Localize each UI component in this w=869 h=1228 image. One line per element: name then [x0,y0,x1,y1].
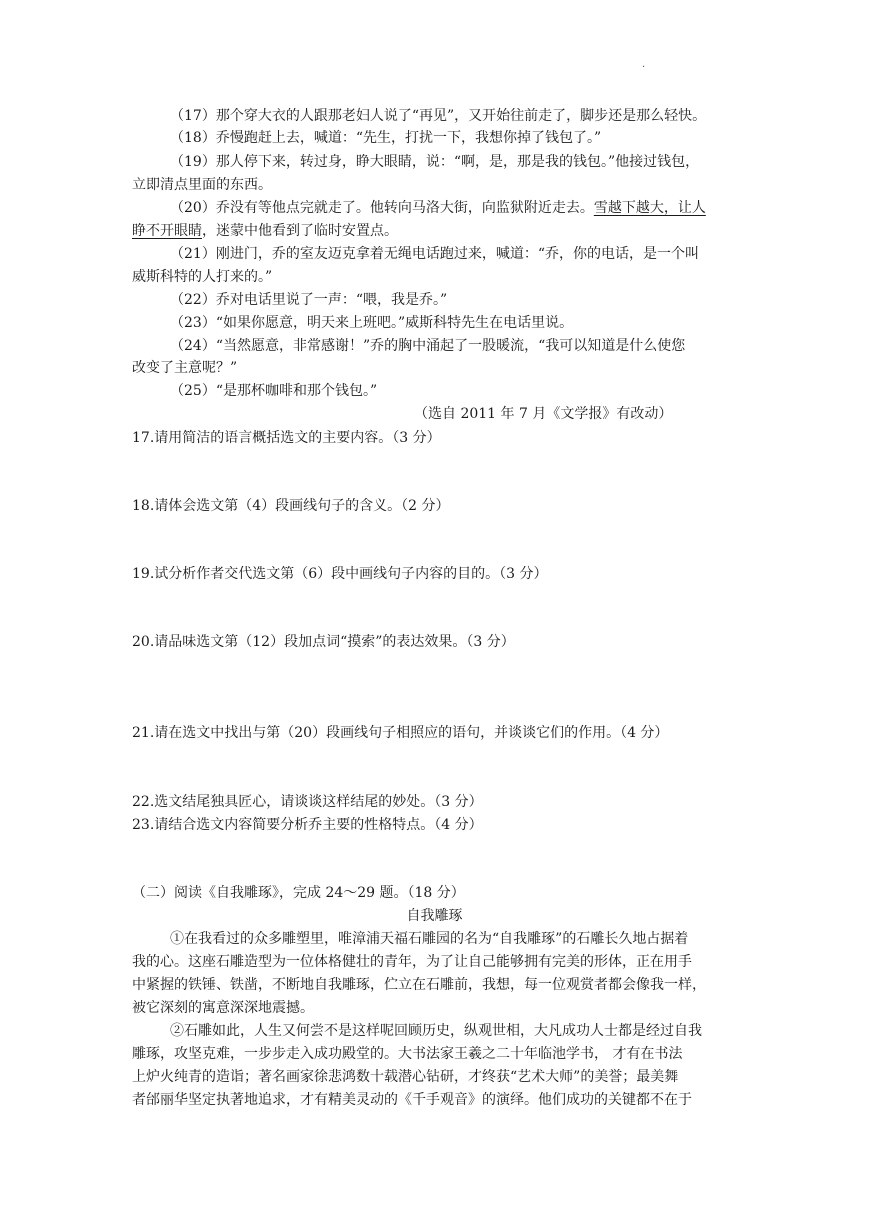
story-paragraph-19-cont: 立即清点里面的东西。 [132,177,272,193]
essay-paragraph-2: ②石雕如此，人生又何尝不是这样呢回顾历史，纵观世相，大凡成功人士都是经过自我 [170,1023,702,1039]
essay-paragraph-1-line4: 被它深刻的寓意深深地震撼。 [132,1000,314,1016]
question-22: 22.选文结尾独具匠心，请谈谈这样结尾的妙处。（3 分） [132,794,483,810]
paragraph-20-text: （20）乔没有等他点完就走了。他转向马洛大街，向监狱附近走去。 [170,200,594,216]
underlined-sentence-cont: 睁不开眼睛 [132,223,202,239]
story-paragraph-24: （24）“当然愿意，非常感谢！”乔的胸中涌起了一股暖流，“我可以知道是什么使您 [170,338,686,354]
story-paragraph-22: （22）乔对电话里说了一声：“喂，我是乔。” [170,292,448,308]
essay-paragraph-2-line2: 雕琢，攻坚克难，一步步走入成功殿堂的。大书法家王羲之二十年临池学书， 才有在书法 [132,1046,683,1062]
story-paragraph-23: （23）“如果你愿意，明天来上班吧。”威斯科特先生在电话里说。 [170,315,574,331]
essay-paragraph-2-line3: 上炉火纯青的造诣；著名画家徐悲鸿数十载潜心钻研，才终获“艺术大师”的美誉；最美舞 [132,1069,679,1085]
question-18: 18.请体会选文第（4）段画线句子的含义。（2 分） [132,498,450,514]
story-paragraph-19: （19）那人停下来，转过身，睁大眼睛，说：“啊，是，那是我的钱包。”他接过钱包， [170,154,700,170]
section-heading: （二）阅读《自我雕琢》，完成 24～29 题。（18 分） [132,885,465,901]
story-paragraph-21-cont: 威斯科特的人打来的。” [132,269,273,285]
underlined-sentence: 雪越下越大，让人 [593,200,706,216]
question-20: 20.请品味选文第（12）段加点词“摸索”的表达效果。（3 分） [132,634,515,650]
paragraph-20-text-cont: ，迷蒙中他看到了临时安置点。 [202,223,398,239]
page-dot: · [642,62,646,73]
essay-paragraph-2-line4: 者邰丽华坚定执著地追求，才有精美灵动的《千手观音》的演绎。他们成功的关键都不在于 [132,1092,692,1108]
story-paragraph-20 [170,198,706,218]
story-paragraph-18: （18）乔慢跑赶上去，喊道：“先生，打扰一下，我想你掉了钱包了。” [170,130,602,146]
story-paragraph-17: （17）那个穿大衣的人跟那老妇人说了“再见”，又开始往前走了，脚步还是那么轻快。 [170,108,707,124]
essay-paragraph-1-line2: 我的心。这座石雕造型为一位体格健壮的青年，为了让自己能够拥有完美的形体，正在用手 [132,954,692,970]
essay-paragraph-1-line3: 中紧握的铁锤、铁凿，不断地自我雕琢，伫立在石雕前，我想，每一位观赏者都会像我一样， [132,977,706,993]
essay-title: 自我雕琢 [406,908,463,924]
story-paragraph-21: （21）刚进门，乔的室友迈克拿着无绳电话跑过来，喊道：“乔，你的电话，是一个叫 [170,246,699,262]
question-19: 19.试分析作者交代选文第（6）段中画线句子内容的目的。（3 分） [132,566,548,582]
story-paragraph-24-cont: 改变了主意呢？” [132,360,238,376]
essay-paragraph-1: ①在我看过的众多雕塑里，唯漳浦天福石雕园的名为“自我雕琢”的石雕长久地占据着 [170,931,689,947]
source-citation: （选自 2011 年 7 月《文学报》有改动） [414,406,673,422]
story-paragraph-20-cont [132,221,398,241]
question-23: 23.请结合选文内容简要分析乔主要的性格特点。（4 分） [132,817,483,833]
story-paragraph-25: （25）“是那杯咖啡和那个钱包。” [170,383,378,399]
question-21: 21.请在选文中找出与第（20）段画线句子相照应的语句，并谈谈它们的作用。（4 分） [132,725,669,741]
question-17: 17.请用简洁的语言概括选文的主要内容。（3 分） [132,430,441,446]
